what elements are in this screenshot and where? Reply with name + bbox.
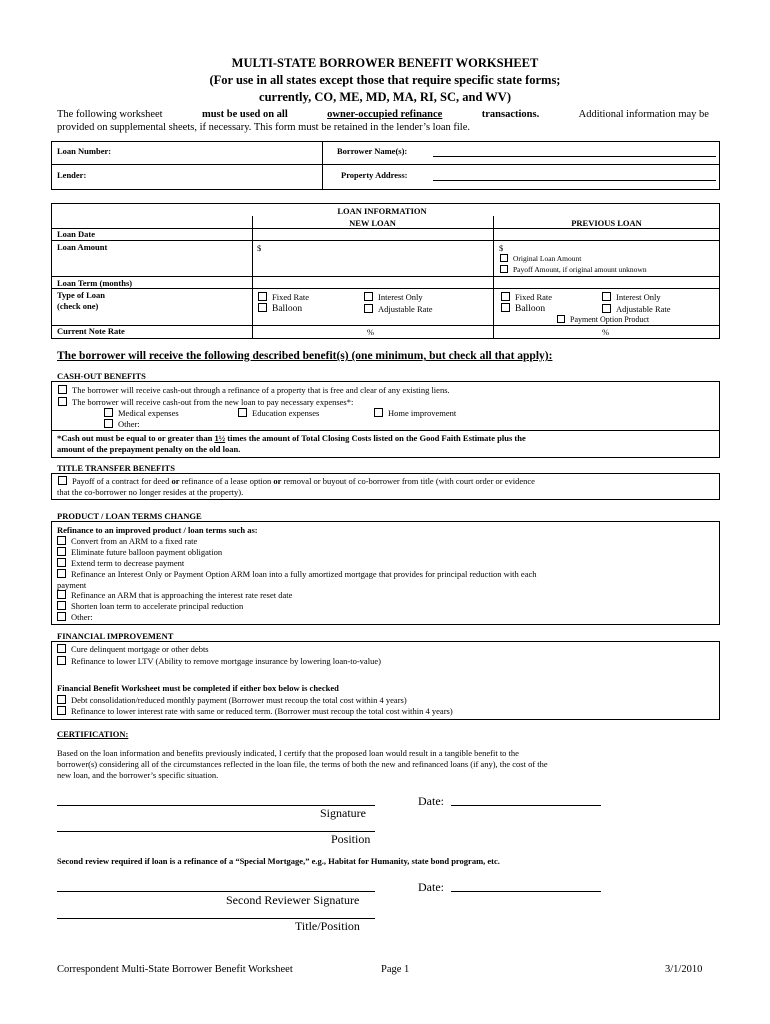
- product-change-heading: PRODUCT / LOAN TERMS CHANGE: [57, 511, 202, 521]
- original-loan-amount-option[interactable]: [500, 254, 581, 263]
- loan-term-label: Loan Term (months): [57, 278, 133, 288]
- check-one-label: (check one): [57, 301, 99, 311]
- cash-out-free-clear-text: The borrower will receive cash-out through a refinance of a property that is free and clear of any existing liens.: [72, 385, 450, 395]
- other-expense-option[interactable]: [104, 419, 140, 429]
- previous-loan-heading: PREVIOUS LOAN: [571, 218, 642, 228]
- title-transfer-option[interactable]: [58, 476, 535, 486]
- intro-transactions: transactions.: [481, 109, 540, 120]
- medical-expenses-option[interactable]: [104, 408, 179, 418]
- product-change-text: Shorten loan term to accelerate principal reduction: [71, 601, 244, 611]
- certification-text-2: borrower(s) considering all of the circumstances reflected in the loan file, the terms of both the new and refinanced loans (if any), the cost of the: [57, 759, 548, 769]
- product-change-subheading: Refinance to an improved product / loan terms such as:: [57, 525, 258, 535]
- payoff-amount-checkbox[interactable]: [500, 265, 508, 273]
- certification-text-1: Based on the loan information and benefits previously indicated, I certify that the proposed loan would result in a tangible benefit to the: [57, 748, 519, 758]
- debt-consolidation-text: Debt consolidation/reduced monthly payment (Borrower must recoup the total cost within 4 years): [71, 695, 407, 705]
- new-balloon-option[interactable]: [258, 303, 302, 314]
- lower-rate-option[interactable]: [57, 706, 453, 716]
- product-change-item[interactable]: [57, 569, 536, 579]
- cure-delinquent-option[interactable]: [57, 644, 209, 654]
- prev-interest-only-checkbox[interactable]: [602, 292, 611, 301]
- original-loan-amount-text: Original Loan Amount: [513, 254, 582, 263]
- certification-text-3: new loan, and the borrower’s specific situation.: [57, 770, 219, 780]
- title-position-label: Title/Position: [295, 919, 360, 933]
- intro-text: The following worksheet: [57, 109, 163, 120]
- cash-out-expenses-text: The borrower will receive cash-out from the new loan to pay necessary expenses*:: [72, 397, 354, 407]
- payoff-amount-option[interactable]: [500, 265, 647, 274]
- borrower-names-field[interactable]: [433, 156, 716, 157]
- position-line[interactable]: [57, 831, 375, 832]
- prev-adjustable-rate-text: Adjustable Rate: [616, 304, 671, 314]
- footer-page-number: Page 1: [381, 964, 410, 975]
- title-transfer-text-a: Payoff of a contract for deed: [72, 476, 170, 486]
- education-expenses-text: Education expenses: [252, 408, 320, 418]
- prev-balloon-checkbox[interactable]: [501, 303, 510, 312]
- cash-out-note-fraction: 1½: [214, 433, 226, 443]
- product-change-checkbox[interactable]: [57, 558, 66, 567]
- product-change-wrap: payment: [57, 580, 87, 590]
- new-adjustable-rate-text: Adjustable Rate: [378, 304, 433, 314]
- lower-ltv-checkbox[interactable]: [57, 656, 66, 665]
- original-loan-amount-checkbox[interactable]: [500, 254, 508, 262]
- product-change-checkbox[interactable]: [57, 569, 66, 578]
- lower-ltv-option[interactable]: [57, 656, 381, 666]
- lender-label: Lender:: [57, 170, 87, 180]
- other-expense-checkbox[interactable]: [104, 419, 113, 428]
- home-improvement-checkbox[interactable]: [374, 408, 383, 417]
- new-interest-only-text: Interest Only: [378, 292, 423, 302]
- property-address-field[interactable]: [433, 180, 716, 181]
- lower-rate-checkbox[interactable]: [57, 706, 66, 715]
- product-change-checkbox[interactable]: [57, 536, 66, 545]
- product-change-checkbox[interactable]: [57, 590, 66, 599]
- new-note-rate-percent[interactable]: %: [367, 327, 375, 337]
- medical-expenses-text: Medical expenses: [118, 408, 179, 418]
- prev-loan-amount-dollar[interactable]: $: [499, 243, 504, 253]
- product-change-checkbox[interactable]: [57, 612, 66, 621]
- financial-improvement-heading: FINANCIAL IMPROVEMENT: [57, 631, 174, 641]
- new-interest-only-checkbox[interactable]: [364, 292, 373, 301]
- prev-balloon-option[interactable]: [501, 303, 545, 314]
- title-transfer-heading: TITLE TRANSFER BENEFITS: [57, 463, 175, 473]
- home-improvement-text: Home improvement: [388, 408, 457, 418]
- product-change-text: Other:: [71, 612, 93, 622]
- intro-line-1: [57, 109, 709, 120]
- prev-fixed-rate-text: Fixed Rate: [515, 292, 553, 302]
- prev-fixed-rate-checkbox[interactable]: [501, 292, 510, 301]
- lower-rate-text: Refinance to lower interest rate with same or reduced term. (Borrower must recoup the total cost within 4 years): [71, 706, 453, 716]
- financial-worksheet-heading: Financial Benefit Worksheet must be completed if either box below is checked: [57, 683, 339, 693]
- new-fixed-rate-checkbox[interactable]: [258, 292, 267, 301]
- borrower-names-label: Borrower Name(s):: [337, 146, 408, 156]
- cash-out-note-a: *Cash out must be equal to or greater than: [57, 433, 213, 443]
- footer-date: 3/1/2010: [665, 964, 703, 975]
- new-loan-heading: NEW LOAN: [349, 218, 396, 228]
- new-fixed-rate-text: Fixed Rate: [272, 292, 310, 302]
- second-reviewer-signature-line[interactable]: [57, 891, 375, 892]
- certification-heading: CERTIFICATION:: [57, 729, 129, 739]
- product-change-checkbox[interactable]: [57, 601, 66, 610]
- title-transfer-or-2: or: [273, 476, 282, 486]
- cash-out-note-b: times the amount of Total Closing Costs listed on the Good Faith Estimate plus the: [227, 433, 526, 443]
- education-expenses-checkbox[interactable]: [238, 408, 247, 417]
- loan-date-label: Loan Date: [57, 229, 96, 239]
- new-balloon-text: Balloon: [272, 304, 303, 314]
- position-label: Position: [331, 832, 371, 846]
- product-change-item[interactable]: [57, 612, 93, 622]
- benefits-heading: The borrower will receive the following described benefit(s) (one minimum, but check all that apply):: [57, 350, 553, 362]
- payment-option-product-option[interactable]: [557, 315, 649, 324]
- product-change-text: Refinance an Interest Only or Payment Option ARM loan into a fully amortized mortgage that provides for principal reduction with each: [71, 569, 537, 579]
- product-change-text: Eliminate future balloon payment obligation: [71, 547, 223, 557]
- new-adjustable-rate-option[interactable]: [364, 304, 433, 314]
- education-expenses-option[interactable]: [238, 408, 319, 418]
- product-change-text: Convert from an ARM to a fixed rate: [71, 536, 198, 546]
- prev-balloon-text: Balloon: [515, 304, 546, 314]
- new-interest-only-option[interactable]: [364, 292, 423, 302]
- product-change-item[interactable]: [57, 536, 197, 546]
- other-expense-text: Other:: [118, 419, 140, 429]
- second-date-field[interactable]: [451, 891, 601, 892]
- intro-emphasis: must be used on all: [201, 109, 288, 120]
- intro-additional: Additional information may be: [578, 109, 709, 120]
- new-adjustable-rate-checkbox[interactable]: [364, 304, 373, 313]
- cash-out-note-line-2: amount of the prepayment penalty on the old loan.: [57, 444, 241, 454]
- date-label: Date:: [418, 794, 444, 808]
- debt-consolidation-option[interactable]: [57, 695, 407, 705]
- title-transfer-text-b: refinance of a lease option: [181, 476, 272, 486]
- title-transfer-text-c: removal or buyout of co-borrower from title (with court order or evidence: [283, 476, 535, 486]
- type-of-loan-label: Type of Loan: [57, 290, 106, 300]
- second-review-note: Second review required if loan is a refinance of a “Special Mortgage,” e.g., Habitat for Humanity, state bond program, etc.: [57, 856, 500, 866]
- second-reviewer-signature-label: Second Reviewer Signature: [226, 893, 360, 907]
- product-change-item[interactable]: [57, 590, 292, 600]
- product-change-item[interactable]: [57, 601, 243, 611]
- prev-interest-only-option[interactable]: [602, 292, 661, 302]
- payoff-amount-text: Payoff Amount, if original amount unknown: [513, 265, 647, 274]
- product-change-item[interactable]: [57, 558, 184, 568]
- cash-out-expenses-checkbox[interactable]: [58, 397, 67, 406]
- medical-expenses-checkbox[interactable]: [104, 408, 113, 417]
- prev-fixed-rate-option[interactable]: [501, 292, 552, 302]
- loan-number-label: Loan Number:: [57, 146, 112, 156]
- footer-form-name: Correspondent Multi-State Borrower Benefit Worksheet: [57, 964, 293, 975]
- prev-adjustable-rate-checkbox[interactable]: [602, 304, 611, 313]
- new-balloon-checkbox[interactable]: [258, 303, 267, 312]
- loan-amount-label: Loan Amount: [57, 242, 108, 252]
- product-change-text: Extend term to decrease payment: [71, 558, 185, 568]
- cure-delinquent-checkbox[interactable]: [57, 644, 66, 653]
- current-note-rate-label: Current Note Rate: [57, 326, 125, 336]
- signature-label: Signature: [320, 806, 366, 820]
- prev-adjustable-rate-option[interactable]: [602, 304, 671, 314]
- date-field[interactable]: [451, 805, 601, 806]
- new-fixed-rate-option[interactable]: [258, 292, 309, 302]
- title-transfer-or-1: or: [171, 476, 180, 486]
- title-transfer-line-2: that the co-borrower no longer resides at the property).: [57, 487, 244, 497]
- prev-interest-only-text: Interest Only: [616, 292, 661, 302]
- lower-ltv-text: Refinance to lower LTV (Ability to remove mortgage insurance by lowering loan-to-value): [71, 656, 381, 666]
- form-title: MULTI-STATE BORROWER BENEFIT WORKSHEET: [231, 56, 539, 70]
- home-improvement-option[interactable]: [374, 408, 456, 418]
- cash-out-free-clear[interactable]: [58, 385, 450, 395]
- cash-out-heading: CASH-OUT BENEFITS: [57, 371, 146, 381]
- second-date-label: Date:: [418, 880, 444, 894]
- product-change-checkbox[interactable]: [57, 547, 66, 556]
- form-subtitle-states: currently, CO, ME, MD, MA, RI, SC, and WV): [259, 90, 511, 104]
- cash-out-note-line-1: [57, 433, 526, 443]
- cure-delinquent-text: Cure delinquent mortgage or other debts: [71, 644, 209, 654]
- product-change-text: Refinance an ARM that is approaching the interest rate reset date: [71, 590, 293, 600]
- prev-note-rate-percent[interactable]: %: [602, 327, 610, 337]
- form-subtitle: (For use in all states except those that require specific state forms;: [209, 73, 561, 87]
- title-transfer-checkbox[interactable]: [58, 476, 67, 485]
- property-address-label: Property Address:: [341, 170, 408, 180]
- intro-owner-occupied: owner-occupied refinance: [327, 109, 443, 120]
- cash-out-expenses[interactable]: [58, 397, 353, 407]
- new-loan-amount-dollar[interactable]: $: [257, 243, 262, 253]
- payment-option-product-text: Payment Option Product: [570, 315, 650, 324]
- product-change-item[interactable]: [57, 547, 222, 557]
- intro-line-2: provided on supplemental sheets, if necessary. This form must be retained in the lender’s loan file.: [57, 122, 470, 133]
- payment-option-product-checkbox[interactable]: [557, 315, 565, 323]
- cash-out-free-clear-checkbox[interactable]: [58, 385, 67, 394]
- debt-consolidation-checkbox[interactable]: [57, 695, 66, 704]
- loan-info-heading: LOAN INFORMATION: [337, 206, 427, 216]
